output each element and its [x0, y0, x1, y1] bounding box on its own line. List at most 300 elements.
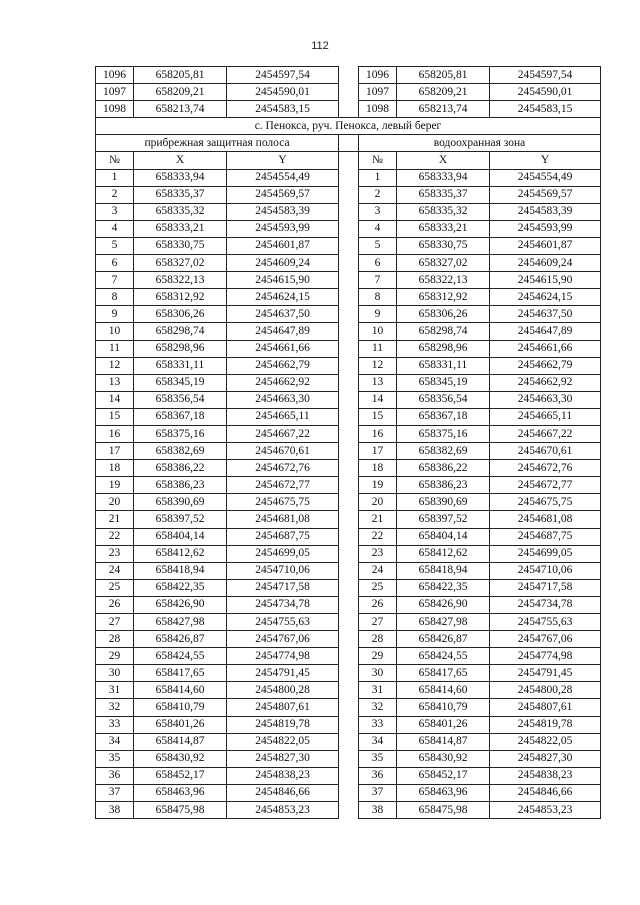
- x-coordinate-left: 658367,18: [134, 408, 227, 425]
- point-number-left: 30: [96, 665, 134, 682]
- x-coordinate-right: 658463,96: [397, 784, 490, 801]
- y-coordinate-left: 2454583,15: [227, 101, 339, 118]
- column-gap: [339, 306, 359, 323]
- x-coordinate-right: 658322,13: [397, 272, 490, 289]
- point-number-left: 6: [96, 255, 134, 272]
- point-number-left: 38: [96, 802, 134, 819]
- point-number-right: 25: [359, 579, 397, 596]
- point-number-left: 12: [96, 357, 134, 374]
- table-row: [96, 614, 601, 631]
- header-x-left: X: [134, 152, 227, 169]
- column-gap: [339, 682, 359, 699]
- column-gap: [339, 67, 359, 84]
- y-coordinate-right: 2454609,24: [490, 255, 601, 272]
- y-coordinate-left: 2454554,49: [227, 169, 339, 186]
- point-number-right: 21: [359, 511, 397, 528]
- y-coordinate-left: 2454699,05: [227, 545, 339, 562]
- table-row: [96, 528, 601, 545]
- table-row: [96, 289, 601, 306]
- column-gap: [339, 203, 359, 220]
- header-x-right: X: [397, 152, 490, 169]
- column-gap: [339, 340, 359, 357]
- y-coordinate-left: 2454800,28: [227, 682, 339, 699]
- point-number-left: 24: [96, 562, 134, 579]
- table-row: [96, 374, 601, 391]
- x-coordinate-left: 658430,92: [134, 750, 227, 767]
- point-number-right: 1097: [359, 84, 397, 101]
- x-coordinate-right: 658418,94: [397, 562, 490, 579]
- section-title: с. Пенокса, руч. Пенокса, левый берег: [96, 118, 601, 135]
- y-coordinate-left: 2454661,66: [227, 340, 339, 357]
- y-coordinate-left: 2454609,24: [227, 255, 339, 272]
- table-row: [96, 767, 601, 784]
- point-number-right: 2: [359, 186, 397, 203]
- y-coordinate-right: 2454615,90: [490, 272, 601, 289]
- x-coordinate-left: 658475,98: [134, 802, 227, 819]
- y-coordinate-right: 2454717,58: [490, 579, 601, 596]
- point-number-left: 13: [96, 374, 134, 391]
- column-gap: [339, 716, 359, 733]
- point-number-left: 34: [96, 733, 134, 750]
- y-coordinate-right: 2454590,01: [490, 84, 601, 101]
- point-number-left: 1098: [96, 101, 134, 118]
- point-number-left: 22: [96, 528, 134, 545]
- table-row: [96, 648, 601, 665]
- y-coordinate-right: 2454672,77: [490, 477, 601, 494]
- x-coordinate-right: 658382,69: [397, 443, 490, 460]
- y-coordinate-left: 2454615,90: [227, 272, 339, 289]
- column-gap: [339, 289, 359, 306]
- x-coordinate-left: 658356,54: [134, 391, 227, 408]
- table-row: [96, 699, 601, 716]
- x-coordinate-left: 658422,35: [134, 579, 227, 596]
- x-coordinate-left: 658330,75: [134, 237, 227, 254]
- x-coordinate-left: 658452,17: [134, 767, 227, 784]
- coordinates-table-body: [96, 67, 601, 819]
- point-number-right: 22: [359, 528, 397, 545]
- y-coordinate-right: 2454791,45: [490, 665, 601, 682]
- x-coordinate-right: 658404,14: [397, 528, 490, 545]
- table-row: [96, 665, 601, 682]
- point-number-left: 14: [96, 391, 134, 408]
- x-coordinate-left: 658322,13: [134, 272, 227, 289]
- x-coordinate-right: 658426,87: [397, 631, 490, 648]
- table-row: [96, 750, 601, 767]
- x-coordinate-right: 658430,92: [397, 750, 490, 767]
- point-number-left: 9: [96, 306, 134, 323]
- table-row: [96, 67, 601, 84]
- point-number-right: 5: [359, 237, 397, 254]
- point-number-right: 17: [359, 443, 397, 460]
- y-coordinate-left: 2454672,77: [227, 477, 339, 494]
- header-y-left: Y: [227, 152, 339, 169]
- point-number-left: 27: [96, 614, 134, 631]
- point-number-left: 1097: [96, 84, 134, 101]
- table-row: [96, 186, 601, 203]
- table-row: [96, 169, 601, 186]
- x-coordinate-right: 658330,75: [397, 237, 490, 254]
- x-coordinate-right: 658417,65: [397, 665, 490, 682]
- x-coordinate-left: 658418,94: [134, 562, 227, 579]
- x-coordinate-right: 658209,21: [397, 84, 490, 101]
- x-coordinate-right: 658213,74: [397, 101, 490, 118]
- x-coordinate-left: 658312,92: [134, 289, 227, 306]
- point-number-left: 31: [96, 682, 134, 699]
- column-gap: [339, 665, 359, 682]
- x-coordinate-left: 658401,26: [134, 716, 227, 733]
- y-coordinate-left: 2454569,57: [227, 186, 339, 203]
- x-coordinate-right: 658414,87: [397, 733, 490, 750]
- table-row: [96, 733, 601, 750]
- left-zone-title: прибрежная защитная полоса: [96, 135, 339, 152]
- point-number-left: 2: [96, 186, 134, 203]
- x-coordinate-right: 658424,55: [397, 648, 490, 665]
- column-gap: [339, 614, 359, 631]
- point-number-left: 11: [96, 340, 134, 357]
- point-number-right: 12: [359, 357, 397, 374]
- x-coordinate-left: 658426,90: [134, 596, 227, 613]
- point-number-right: 18: [359, 460, 397, 477]
- point-number-right: 33: [359, 716, 397, 733]
- x-coordinate-right: 658386,22: [397, 460, 490, 477]
- point-number-right: 3: [359, 203, 397, 220]
- x-coordinate-right: 658475,98: [397, 802, 490, 819]
- table-row: [96, 511, 601, 528]
- point-number-left: 25: [96, 579, 134, 596]
- y-coordinate-right: 2454624,15: [490, 289, 601, 306]
- x-coordinate-right: 658367,18: [397, 408, 490, 425]
- table-row: [96, 784, 601, 801]
- column-gap: [339, 596, 359, 613]
- y-coordinate-right: 2454569,57: [490, 186, 601, 203]
- x-coordinate-right: 658375,16: [397, 425, 490, 442]
- x-coordinate-left: 658426,87: [134, 631, 227, 648]
- point-number-right: 24: [359, 562, 397, 579]
- x-coordinate-right: 658414,60: [397, 682, 490, 699]
- y-coordinate-left: 2454827,30: [227, 750, 339, 767]
- column-gap: [339, 733, 359, 750]
- point-number-right: 1098: [359, 101, 397, 118]
- table-row: [96, 220, 601, 237]
- point-number-right: 34: [359, 733, 397, 750]
- point-number-left: 1096: [96, 67, 134, 84]
- column-gap: [339, 391, 359, 408]
- x-coordinate-left: 658331,11: [134, 357, 227, 374]
- y-coordinate-left: 2454791,45: [227, 665, 339, 682]
- table-row: [96, 203, 601, 220]
- y-coordinate-left: 2454822,05: [227, 733, 339, 750]
- column-gap: [339, 323, 359, 340]
- y-coordinate-right: 2454838,23: [490, 767, 601, 784]
- x-coordinate-right: 658422,35: [397, 579, 490, 596]
- point-number-right: 37: [359, 784, 397, 801]
- point-number-left: 36: [96, 767, 134, 784]
- point-number-right: 32: [359, 699, 397, 716]
- y-coordinate-left: 2454846,66: [227, 784, 339, 801]
- x-coordinate-right: 658205,81: [397, 67, 490, 84]
- column-gap: [339, 767, 359, 784]
- column-gap: [339, 374, 359, 391]
- coordinates-table: [95, 66, 601, 819]
- y-coordinate-right: 2454807,61: [490, 699, 601, 716]
- y-coordinate-right: 2454583,39: [490, 203, 601, 220]
- column-gap: [339, 699, 359, 716]
- point-number-right: 23: [359, 545, 397, 562]
- table-row: [96, 494, 601, 511]
- column-gap: [339, 784, 359, 801]
- y-coordinate-left: 2454670,61: [227, 443, 339, 460]
- x-coordinate-right: 658306,26: [397, 306, 490, 323]
- y-coordinate-left: 2454662,92: [227, 374, 339, 391]
- x-coordinate-left: 658397,52: [134, 511, 227, 528]
- x-coordinate-right: 658333,21: [397, 220, 490, 237]
- y-coordinate-right: 2454734,78: [490, 596, 601, 613]
- column-gap: [339, 494, 359, 511]
- x-coordinate-right: 658386,23: [397, 477, 490, 494]
- x-coordinate-left: 658414,60: [134, 682, 227, 699]
- point-number-left: 7: [96, 272, 134, 289]
- point-number-left: 18: [96, 460, 134, 477]
- y-coordinate-left: 2454710,06: [227, 562, 339, 579]
- column-gap: [339, 443, 359, 460]
- x-coordinate-left: 658209,21: [134, 84, 227, 101]
- x-coordinate-left: 658386,23: [134, 477, 227, 494]
- x-coordinate-right: 658331,11: [397, 357, 490, 374]
- table-row: [96, 357, 601, 374]
- y-coordinate-right: 2454665,11: [490, 408, 601, 425]
- y-coordinate-right: 2454699,05: [490, 545, 601, 562]
- y-coordinate-right: 2454583,15: [490, 101, 601, 118]
- x-coordinate-left: 658333,94: [134, 169, 227, 186]
- x-coordinate-right: 658327,02: [397, 255, 490, 272]
- x-coordinate-right: 658356,54: [397, 391, 490, 408]
- point-number-left: 16: [96, 425, 134, 442]
- point-number-left: 29: [96, 648, 134, 665]
- y-coordinate-right: 2454662,92: [490, 374, 601, 391]
- x-coordinate-right: 658397,52: [397, 511, 490, 528]
- point-number-left: 35: [96, 750, 134, 767]
- point-number-left: 17: [96, 443, 134, 460]
- y-coordinate-left: 2454662,79: [227, 357, 339, 374]
- x-coordinate-left: 658335,32: [134, 203, 227, 220]
- table-row: [96, 425, 601, 442]
- point-number-right: 8: [359, 289, 397, 306]
- x-coordinate-right: 658335,37: [397, 186, 490, 203]
- y-coordinate-right: 2454681,08: [490, 511, 601, 528]
- x-coordinate-left: 658298,96: [134, 340, 227, 357]
- point-number-right: 11: [359, 340, 397, 357]
- x-coordinate-right: 658333,94: [397, 169, 490, 186]
- x-coordinate-left: 658417,65: [134, 665, 227, 682]
- x-coordinate-left: 658335,37: [134, 186, 227, 203]
- column-gap: [339, 186, 359, 203]
- point-number-left: 28: [96, 631, 134, 648]
- point-number-right: 14: [359, 391, 397, 408]
- y-coordinate-left: 2454593,99: [227, 220, 339, 237]
- x-coordinate-right: 658427,98: [397, 614, 490, 631]
- column-gap: [339, 357, 359, 374]
- point-number-right: 7: [359, 272, 397, 289]
- column-gap: [339, 631, 359, 648]
- point-number-left: 15: [96, 408, 134, 425]
- point-number-right: 9: [359, 306, 397, 323]
- x-coordinate-right: 658335,32: [397, 203, 490, 220]
- y-coordinate-left: 2454734,78: [227, 596, 339, 613]
- column-gap: [339, 152, 359, 169]
- table-row: [96, 477, 601, 494]
- x-coordinate-left: 658375,16: [134, 425, 227, 442]
- point-number-right: 10: [359, 323, 397, 340]
- table-row: [96, 579, 601, 596]
- point-number-right: 29: [359, 648, 397, 665]
- y-coordinate-right: 2454663,30: [490, 391, 601, 408]
- header-num-left: №: [96, 152, 134, 169]
- y-coordinate-right: 2454647,89: [490, 323, 601, 340]
- y-coordinate-left: 2454601,87: [227, 237, 339, 254]
- x-coordinate-right: 658298,74: [397, 323, 490, 340]
- point-number-left: 32: [96, 699, 134, 716]
- x-coordinate-left: 658205,81: [134, 67, 227, 84]
- point-number-right: 16: [359, 425, 397, 442]
- y-coordinate-left: 2454583,39: [227, 203, 339, 220]
- y-coordinate-right: 2454819,78: [490, 716, 601, 733]
- point-number-left: 4: [96, 220, 134, 237]
- table-row: [96, 443, 601, 460]
- y-coordinate-left: 2454774,98: [227, 648, 339, 665]
- column-gap: [339, 272, 359, 289]
- x-coordinate-left: 658213,74: [134, 101, 227, 118]
- y-coordinate-left: 2454838,23: [227, 767, 339, 784]
- x-coordinate-left: 658424,55: [134, 648, 227, 665]
- column-gap: [339, 169, 359, 186]
- y-coordinate-left: 2454819,78: [227, 716, 339, 733]
- x-coordinate-left: 658345,19: [134, 374, 227, 391]
- x-coordinate-left: 658327,02: [134, 255, 227, 272]
- table-row: [96, 802, 601, 819]
- x-coordinate-left: 658298,74: [134, 323, 227, 340]
- y-coordinate-left: 2454665,11: [227, 408, 339, 425]
- point-number-right: 35: [359, 750, 397, 767]
- table-row: [96, 323, 601, 340]
- column-gap: [339, 101, 359, 118]
- point-number-right: 28: [359, 631, 397, 648]
- y-coordinate-left: 2454767,06: [227, 631, 339, 648]
- y-coordinate-right: 2454755,63: [490, 614, 601, 631]
- x-coordinate-right: 658298,96: [397, 340, 490, 357]
- y-coordinate-right: 2454767,06: [490, 631, 601, 648]
- y-coordinate-left: 2454647,89: [227, 323, 339, 340]
- point-number-right: 1096: [359, 67, 397, 84]
- point-number-left: 37: [96, 784, 134, 801]
- x-coordinate-left: 658412,62: [134, 545, 227, 562]
- point-number-right: 36: [359, 767, 397, 784]
- point-number-left: 23: [96, 545, 134, 562]
- x-coordinate-right: 658401,26: [397, 716, 490, 733]
- header-num-right: №: [359, 152, 397, 169]
- table-row: [96, 596, 601, 613]
- y-coordinate-right: 2454774,98: [490, 648, 601, 665]
- x-coordinate-right: 658426,90: [397, 596, 490, 613]
- column-gap: [339, 460, 359, 477]
- x-coordinate-left: 658390,69: [134, 494, 227, 511]
- y-coordinate-right: 2454687,75: [490, 528, 601, 545]
- y-coordinate-left: 2454624,15: [227, 289, 339, 306]
- zone-title-row: [96, 135, 601, 152]
- column-gap: [339, 425, 359, 442]
- y-coordinate-right: 2454853,23: [490, 802, 601, 819]
- y-coordinate-right: 2454597,54: [490, 67, 601, 84]
- y-coordinate-left: 2454853,23: [227, 802, 339, 819]
- column-gap: [339, 579, 359, 596]
- table-row: [96, 391, 601, 408]
- table-row: [96, 562, 601, 579]
- table-row: [96, 306, 601, 323]
- table-row: [96, 682, 601, 699]
- table-row: [96, 460, 601, 477]
- x-coordinate-right: 658452,17: [397, 767, 490, 784]
- y-coordinate-left: 2454687,75: [227, 528, 339, 545]
- point-number-right: 27: [359, 614, 397, 631]
- column-gap: [339, 255, 359, 272]
- point-number-left: 5: [96, 237, 134, 254]
- y-coordinate-left: 2454637,50: [227, 306, 339, 323]
- table-row: [96, 101, 601, 118]
- table-row: [96, 340, 601, 357]
- y-coordinate-right: 2454846,66: [490, 784, 601, 801]
- column-gap: [339, 545, 359, 562]
- x-coordinate-right: 658412,62: [397, 545, 490, 562]
- y-coordinate-left: 2454807,61: [227, 699, 339, 716]
- y-coordinate-left: 2454597,54: [227, 67, 339, 84]
- y-coordinate-right: 2454710,06: [490, 562, 601, 579]
- x-coordinate-left: 658427,98: [134, 614, 227, 631]
- x-coordinate-left: 658404,14: [134, 528, 227, 545]
- point-number-left: 8: [96, 289, 134, 306]
- y-coordinate-right: 2454800,28: [490, 682, 601, 699]
- point-number-left: 26: [96, 596, 134, 613]
- y-coordinate-right: 2454670,61: [490, 443, 601, 460]
- column-gap: [339, 220, 359, 237]
- column-gap: [339, 408, 359, 425]
- y-coordinate-right: 2454822,05: [490, 733, 601, 750]
- x-coordinate-left: 658382,69: [134, 443, 227, 460]
- x-coordinate-left: 658410,79: [134, 699, 227, 716]
- x-coordinate-left: 658386,22: [134, 460, 227, 477]
- point-number-left: 3: [96, 203, 134, 220]
- y-coordinate-right: 2454601,87: [490, 237, 601, 254]
- page-number: 112: [311, 40, 329, 52]
- y-coordinate-right: 2454637,50: [490, 306, 601, 323]
- table-row: [96, 272, 601, 289]
- y-coordinate-left: 2454675,75: [227, 494, 339, 511]
- column-gap: [339, 750, 359, 767]
- table-row: [96, 408, 601, 425]
- point-number-left: 21: [96, 511, 134, 528]
- table-row: [96, 716, 601, 733]
- y-coordinate-left: 2454590,01: [227, 84, 339, 101]
- x-coordinate-right: 658345,19: [397, 374, 490, 391]
- y-coordinate-left: 2454755,63: [227, 614, 339, 631]
- point-number-right: 4: [359, 220, 397, 237]
- y-coordinate-right: 2454662,79: [490, 357, 601, 374]
- column-gap: [339, 135, 359, 152]
- right-zone-title: водоохранная зона: [359, 135, 601, 152]
- y-coordinate-left: 2454663,30: [227, 391, 339, 408]
- point-number-right: 1: [359, 169, 397, 186]
- column-gap: [339, 802, 359, 819]
- y-coordinate-left: 2454672,76: [227, 460, 339, 477]
- column-gap: [339, 84, 359, 101]
